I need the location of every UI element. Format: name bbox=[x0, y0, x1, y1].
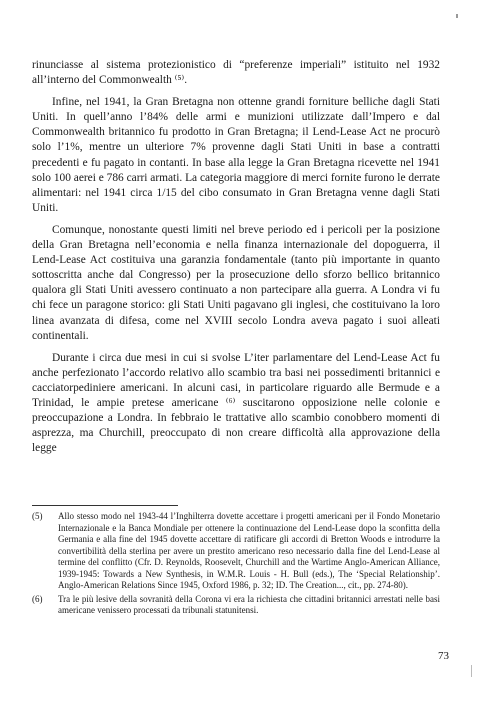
footnote-divider bbox=[32, 505, 178, 506]
paragraph-4: Durante i circa due mesi in cui si svolse L’iter parlamentare del Lend-Lease Act fu anche perfezionato l’accordo relativo allo scambio tra basi nei possedimenti britannici e cacciatorpediniere americani. In alcuni casi, in particolare riguardo alle Bermude e a Trinidad, le ampie pretese americane ⁽⁶⁾ suscitarono opposizione nelle colonie e preoccupazione a Londra. In febbraio le trattative allo scambio conobbero momenti di asprezza, ma Churchill, preoccupato di non creare difficoltà alla approvazione della legge bbox=[32, 351, 440, 455]
page-number: 73 bbox=[438, 650, 449, 662]
scan-mark bbox=[471, 665, 472, 677]
footnote-number: (6) bbox=[32, 593, 43, 604]
paragraph-1: rinunciasse al sistema protezionistico di “preferenze imperiali” istituito nel 1932 all’interno del Commonwealth ⁽⁵⁾. bbox=[32, 59, 440, 87]
main-text bbox=[32, 58, 440, 463]
footnote-5 bbox=[32, 511, 440, 592]
footnote-6 bbox=[32, 594, 440, 617]
paragraph-3: Comunque, nonostante questi limiti nel breve periodo ed i pericoli per la posizione della Gran Bretagna nell’economia e nella finanza internazionale del dopoguerra, il Lend-Lease Act costituiva una garanzia fondamentale (tanto più importante in quanto sottoscritta anche dal Congresso) per la prosecuzione dello sforzo bellico britannico qualora gli Stati Uniti avessero continuato a non partecipare alla guerra. A Londra vi fu chi fece un paragone storico: gli Stati Uniti pagavano gli inglesi, che costituivano la loro linea avanzata di difesa, come nel XVIII secolo Londra aveva pagato i suoi alleati continentali. bbox=[32, 223, 440, 342]
paragraph-2: Infine, nel 1941, la Gran Bretagna non ottenne grandi forniture belliche dagli Stati Uniti. In quell’anno l’84% delle armi e munizioni utilizzate dall’Impero e dal Commonwealth britannico fu prodotto in Gran Bretagna; il Lend-Lease Act ne procurò solo l’1%, mentre un ulteriore 7% provenne dagli Stati Uniti in base a contratti precedenti e fu pagato in contanti. In base alla legge la Gran Bretagna ricevette nel 1941 solo 100 aerei e 786 carri armati. La categoria maggiore di merci fornite furono le derrate alimentari: nel 1941 circa 1/15 del cibo consumato in Gran Bretagna venne dagli Stati Uniti. bbox=[32, 96, 440, 214]
footnote-text: Tra le più lesive della sovranità della Corona vi era la richiesta che cittadini britannici arrestati nelle basi americane venissero processati da tribunali statunitensi. bbox=[58, 593, 440, 615]
scan-mark bbox=[456, 14, 458, 18]
footnotes bbox=[32, 511, 440, 619]
footnote-text: Allo stesso modo nel 1943-44 l’Inghilterra dovette accettare i progetti americani per il Fondo Monetario Internazionale e la Banca Mondiale per ottenere la continuazione del Lend-Lease dopo la sconfitta della Germania e alla fine del 1945 dovette accettare di ratificare gli accordi di Bretton Woods e introdurre la convertibilità della sterlina per avere un prestito americano reso necessario dalla fine del Lend-Lease al termine del conflitto (Cfr. D. Reynolds, Roosevelt, Churchill and the Wartime Anglo-American Alliance, 1939-1945: Towards a New Synthesis, in W.M.R. Louis - H. Bull (eds.), The ‘Special Relationship’. Anglo-American Relations Since 1945, Oxford 1986, p. 32; ID. The Creation..., cit., pp. 274-80). bbox=[58, 511, 440, 590]
footnote-number: (5) bbox=[32, 511, 43, 521]
